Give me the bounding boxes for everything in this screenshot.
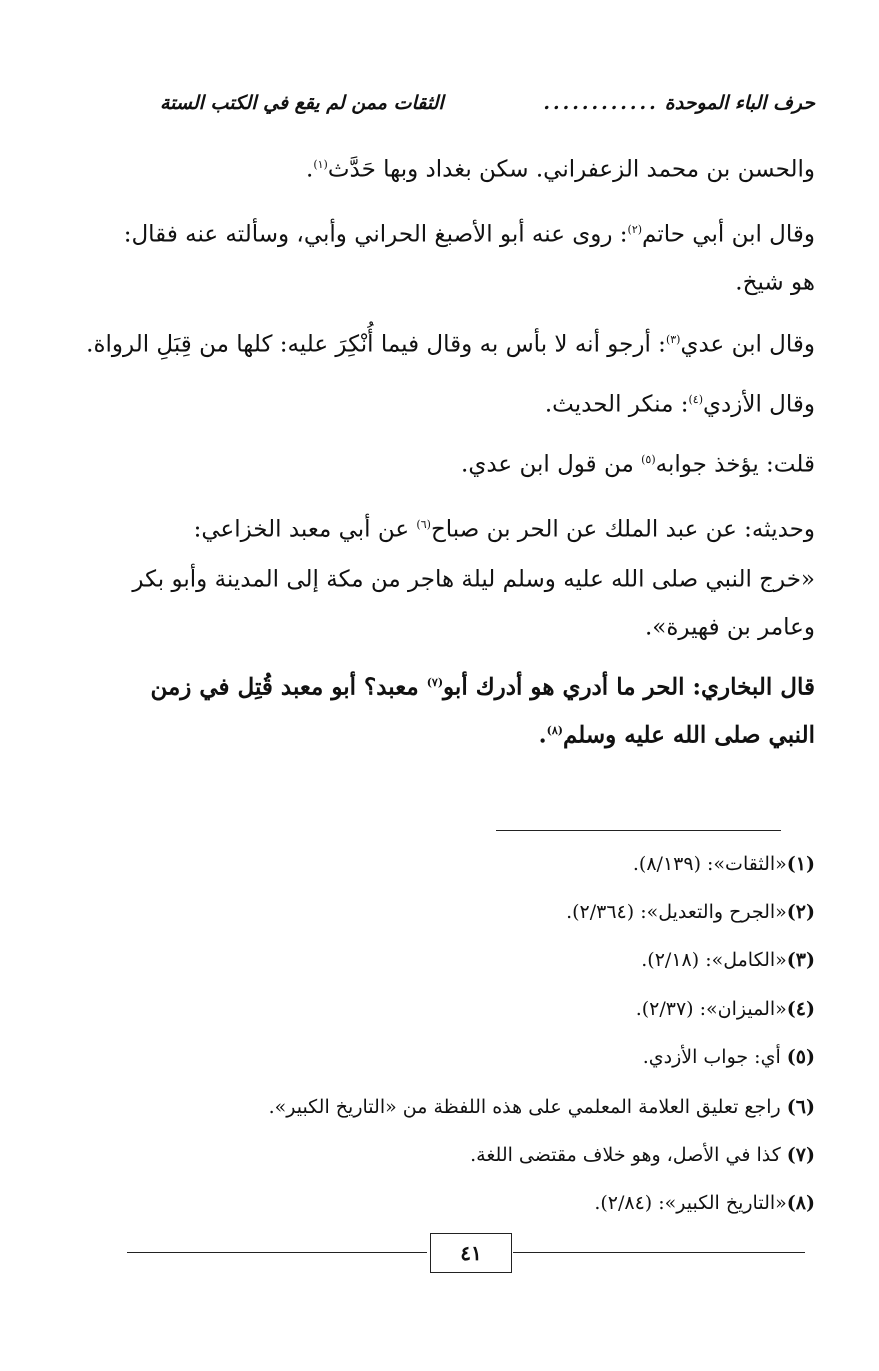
body-line: قلت: يؤخذ جوابه$^{(٥)}$ من قول ابن عدي.: [461, 451, 815, 478]
footnote-ref: (٨): [546, 724, 563, 737]
footnote: (٢)«الجرح والتعديل»: (٢/٣٦٤).: [566, 901, 815, 923]
body-line: وقال ابن عدي$^{(٣)}$: أرجو أنه لا بأس به وقال فيما أُنْكِرَ عليه: كلها من قِبَلِ الرواة.: [86, 331, 815, 358]
header-book-title: الثقات ممن لم يقع في الكتب الستة: [160, 92, 444, 114]
body-line: النبي صلى الله عليه وسلم$^{(٨)}$.: [538, 721, 815, 749]
footnote-separator: [496, 830, 781, 831]
body-line: وحديثه: عن عبد الملك عن الحر بن صباح$^{(٦)}$ عن أبي معبد الخزاعي:: [193, 516, 815, 543]
footnote: (٣)«الكامل»: (٢/١٨).: [641, 949, 815, 971]
footnote-ref: (٢): [627, 223, 643, 236]
footer-rule-right: [513, 1252, 805, 1253]
footnote-ref: (٦): [416, 518, 431, 531]
page-number: ٤١: [430, 1233, 512, 1273]
body-line: هو شيخ.: [735, 269, 815, 296]
body-line: وقال الأزدي$^{(٤)}$: منكر الحديث.: [544, 391, 815, 418]
body-line: والحسن بن محمد الزعفراني. سكن بغداد وبها حَدَّث$^{(١)}$.: [306, 156, 815, 183]
footnote-ref: (٤): [688, 393, 703, 406]
footnote: (١)«الثقات»: (٨/١٣٩).: [632, 853, 815, 875]
footnote-ref: (١): [313, 158, 328, 171]
body-line: وقال ابن أبي حاتم$^{(٢)}$: روى عنه أبو الأصبغ الحراني وأبي، وسألته عنه فقال:: [123, 221, 815, 248]
body-line: وعامر بن فهيرة».: [644, 614, 815, 641]
footnote: (٦) راجع تعليق العلامة المعلمي على هذه اللفظة من «التاريخ الكبير».: [268, 1096, 815, 1118]
footnote-ref: (٧): [426, 676, 444, 689]
body-line: قال البخاري: الحر ما أدري هو أدرك أبو$^{(٧)}$ معبد؟ أبو معبد قُتِل في زمن: [150, 673, 815, 701]
footnote-ref: (٥): [641, 453, 656, 466]
footnote: (٤)«الميزان»: (٢/٣٧).: [635, 998, 815, 1020]
footnote: (٥) أي: جواب الأزدي.: [642, 1046, 815, 1068]
header-chapter: حرف الباء الموحدة: [664, 92, 815, 114]
footnote-ref: (٣): [665, 333, 681, 346]
header-dots: ............: [543, 92, 659, 114]
footnote: (٧) كذا في الأصل، وهو خلاف مقتضى اللغة.: [470, 1144, 815, 1166]
footnote: (٨)«التاريخ الكبير»: (٢/٨٤).: [594, 1192, 815, 1214]
running-header: [160, 86, 815, 120]
body-line: «خرج النبي صلى الله عليه وسلم ليلة هاجر من مكة إلى المدينة وأبو بكر: [132, 566, 815, 593]
footer-rule-left: [127, 1252, 427, 1253]
